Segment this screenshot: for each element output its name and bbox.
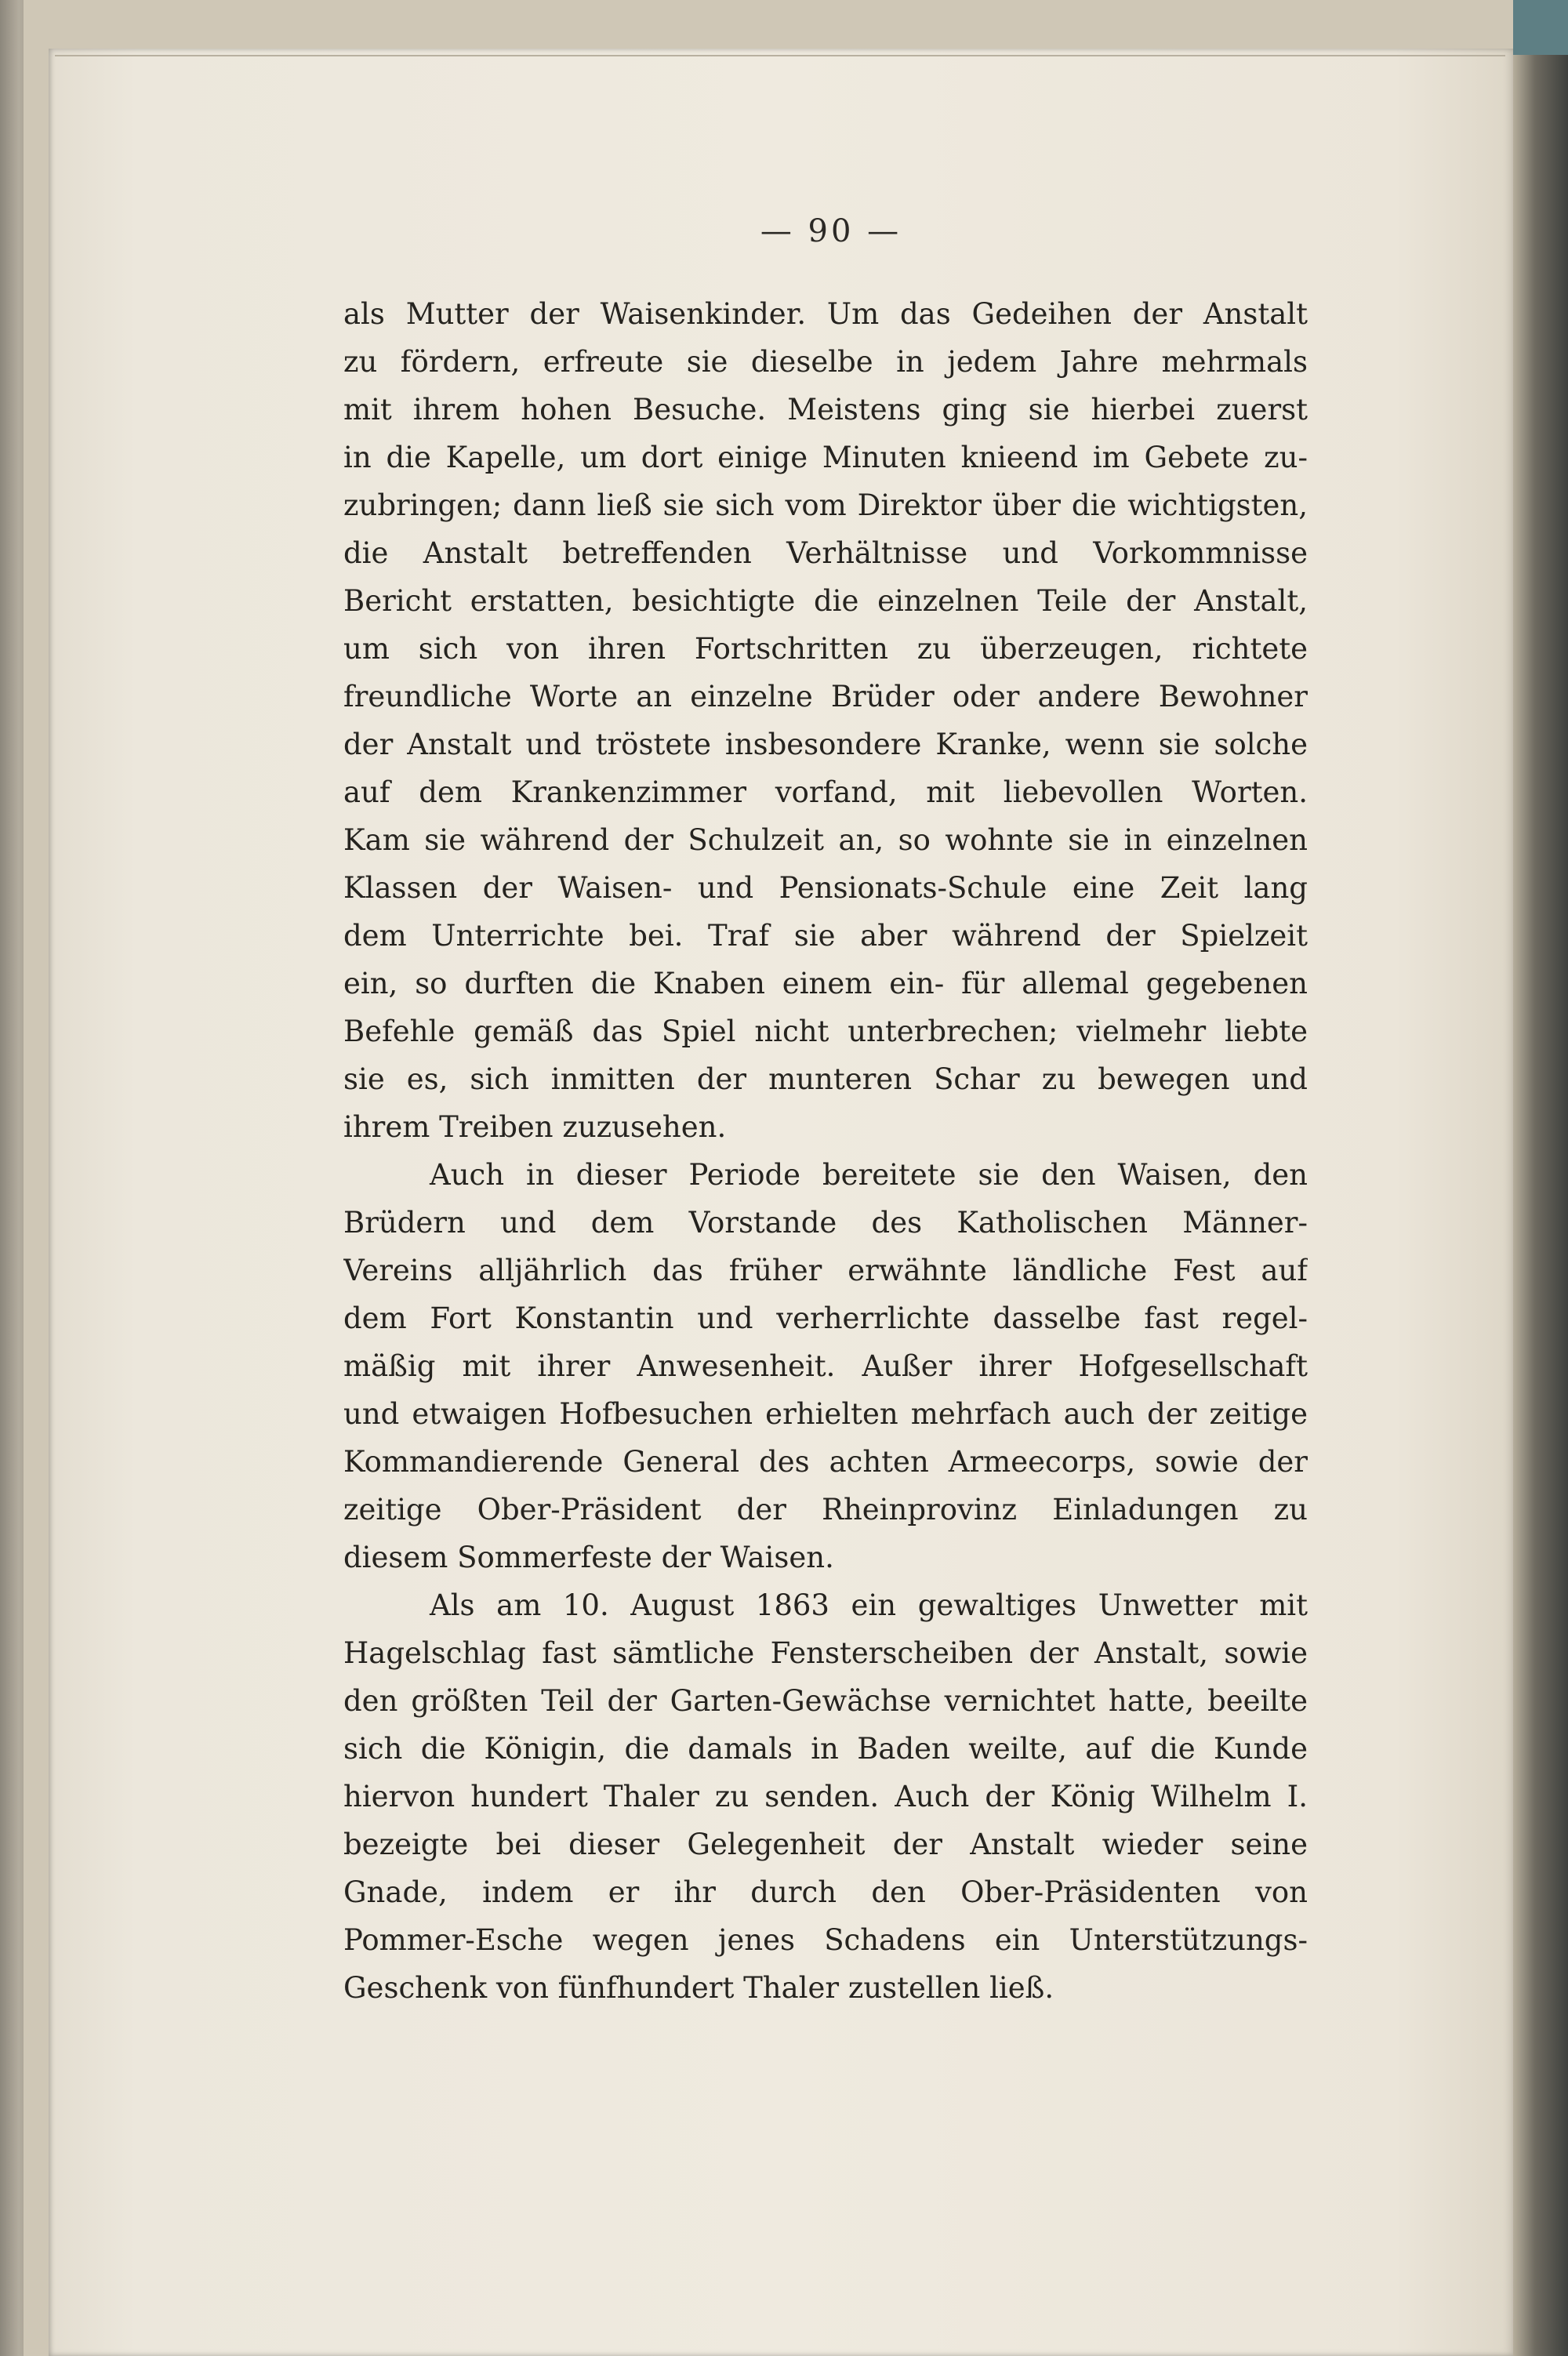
text-line: als Mutter der Waisenkinder. Um das Gedeihen der Anstalt — [343, 297, 1308, 331]
text-line: Pommer-Esche wegen jenes Schadens ein Unterstützungs- — [343, 1923, 1308, 1957]
text-line: Geschenk von fünfhundert Thaler zustellen ließ. — [343, 1971, 1054, 2005]
text-line: diesem Sommerfeste der Waisen. — [343, 1541, 834, 1574]
text-line: Brüdern und dem Vorstande des Katholischen Männer- — [343, 1206, 1308, 1240]
text-line: zeitige Ober-Präsident der Rheinprovinz Einladungen zu — [343, 1493, 1308, 1526]
text-line: Hagelschlag fast sämtliche Fensterscheiben der Anstalt, sowie — [343, 1636, 1308, 1670]
text-line: den größten Teil der Garten-Gewächse vernichtet hatte, beeilte — [343, 1684, 1308, 1718]
text-line: Kam sie während der Schulzeit an, so wohnte sie in einzelnen — [343, 823, 1308, 857]
text-line: dem Fort Konstantin und verherrlichte dasselbe fast regel- — [343, 1301, 1308, 1335]
text-line: zu fördern, erfreute sie dieselbe in jedem Jahre mehrmals — [343, 345, 1308, 379]
text-line: sie es, sich inmitten der munteren Schar zu bewegen und — [343, 1062, 1308, 1096]
page-marker-tab — [1513, 0, 1568, 55]
book-spine-shadow — [1513, 0, 1568, 2356]
text-line: Gnade, indem er ihr durch den Ober-Präsidenten von — [343, 1875, 1308, 1909]
text-line: hiervon hundert Thaler zu senden. Auch der König Wilhelm I. — [343, 1780, 1308, 1813]
text-line: Auch in dieser Periode bereitete sie den Waisen, den — [430, 1158, 1308, 1192]
text-line: um sich von ihren Fortschritten zu überzeugen, richtete — [343, 632, 1308, 666]
text-line: Klassen der Waisen- und Pensionats-Schule eine Zeit lang — [343, 871, 1308, 905]
body-text — [343, 290, 1308, 2012]
text-line: Befehle gemäß das Spiel nicht unterbrechen; vielmehr liebte — [343, 1015, 1308, 1048]
text-line: zubringen; dann ließ sie sich vom Direktor über die wichtigsten, — [343, 488, 1308, 522]
text-line: Kommandierende General des achten Armeecorps, sowie der — [343, 1445, 1308, 1479]
text-line: Bericht erstatten, besichtigte die einzelnen Teile der Anstalt, — [343, 584, 1308, 618]
text-line: sich die Königin, die damals in Baden weilte, auf die Kunde — [343, 1732, 1308, 1766]
text-line: auf dem Krankenzimmer vorfand, mit liebevollen Worten. — [343, 775, 1308, 809]
text-line: Als am 10. August 1863 ein gewaltiges Unwetter mit — [430, 1588, 1308, 1622]
text-line: und etwaigen Hofbesuchen erhielten mehrfach auch der zeitige — [343, 1397, 1308, 1431]
text-line: der Anstalt und tröstete insbesondere Kranke, wenn sie solche — [343, 728, 1308, 761]
page-top-edge — [55, 55, 1505, 56]
text-line: freundliche Worte an einzelne Brüder oder andere Bewohner — [343, 680, 1308, 713]
text-line: Vereins alljährlich das früher erwähnte ländliche Fest auf — [343, 1254, 1308, 1287]
text-line: in die Kapelle, um dort einige Minuten knieend im Gebete zu- — [343, 441, 1308, 474]
text-line: ihrem Treiben zuzusehen. — [343, 1110, 727, 1144]
text-line: ein, so durften die Knaben einem ein- für allemal gegebenen — [343, 967, 1308, 1000]
text-line: bezeigte bei dieser Gelegenheit der Anstalt wieder seine — [343, 1828, 1308, 1861]
text-line: dem Unterrichte bei. Traf sie aber während der Spielzeit — [343, 919, 1308, 953]
text-line: mit ihrem hohen Besuche. Meistens ging sie hierbei zuerst — [343, 393, 1308, 427]
text-line: die Anstalt betreffenden Verhältnisse und Vorkommnisse — [343, 536, 1308, 570]
page-number: — 90 — — [760, 213, 902, 249]
text-line: mäßig mit ihrer Anwesenheit. Außer ihrer Hofgesellschaft — [343, 1349, 1308, 1383]
